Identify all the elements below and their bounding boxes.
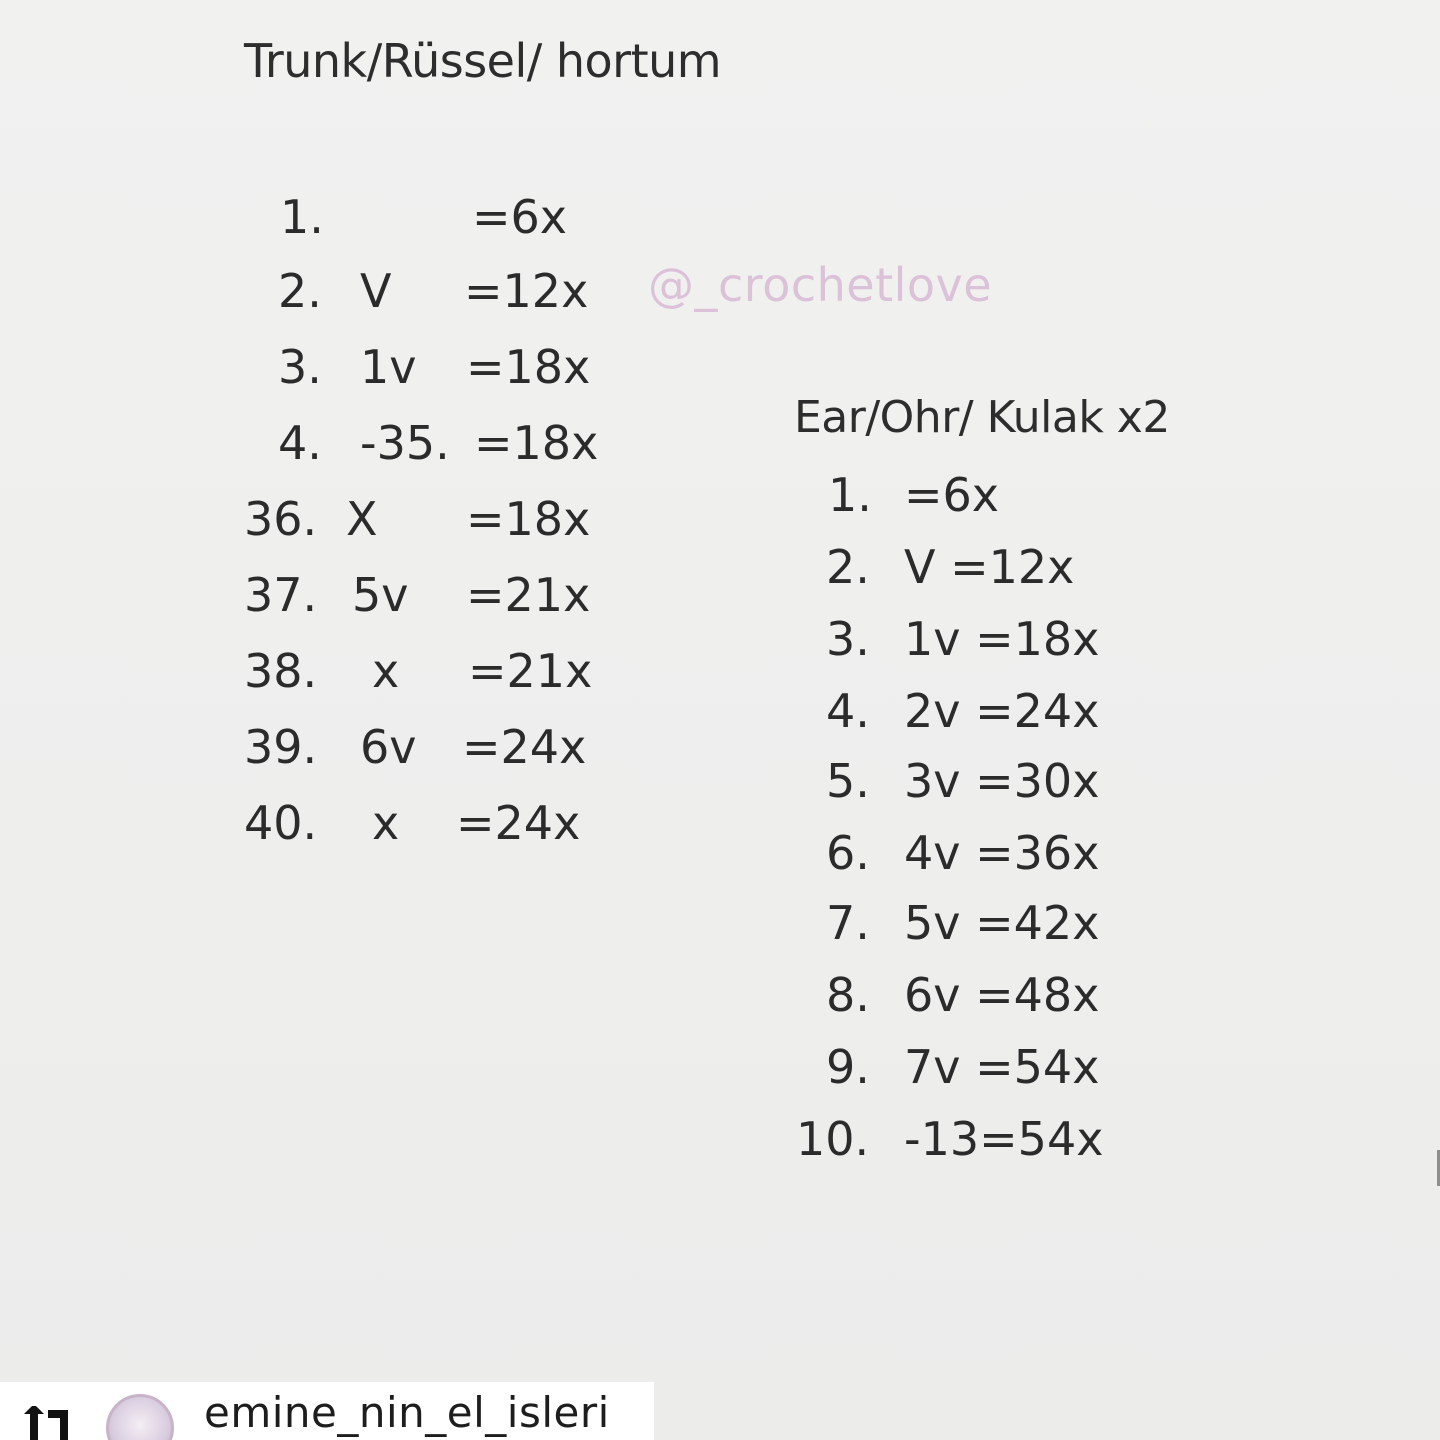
row-stitch: X bbox=[346, 492, 378, 546]
avatar[interactable] bbox=[106, 1394, 174, 1440]
row-stitch: -35. bbox=[360, 416, 450, 470]
row-number: 2. bbox=[278, 264, 322, 318]
row-text: 1v =18x bbox=[904, 612, 1100, 666]
watermark-handle: @_crochetlove bbox=[648, 258, 993, 312]
row-text: 6v =48x bbox=[904, 968, 1100, 1022]
row-count: =24x bbox=[462, 720, 587, 774]
trunk-title: Trunk/Rüssel/ hortum bbox=[244, 34, 722, 88]
row-number: 36. bbox=[244, 492, 318, 546]
row-count: =21x bbox=[466, 568, 591, 622]
row-number: 37. bbox=[244, 568, 318, 622]
row-number: 9. bbox=[826, 1040, 870, 1094]
row-stitch: x bbox=[372, 644, 400, 698]
row-stitch: x bbox=[372, 796, 400, 850]
row-text: V =12x bbox=[904, 540, 1075, 594]
row-text: 4v =36x bbox=[904, 826, 1100, 880]
row-number: 1. bbox=[828, 468, 872, 522]
row-count: =6x bbox=[472, 190, 568, 244]
row-count: =12x bbox=[464, 264, 589, 318]
row-number: 4. bbox=[826, 684, 870, 738]
row-number: 2. bbox=[826, 540, 870, 594]
row-count: =24x bbox=[456, 796, 581, 850]
row-number: 3. bbox=[826, 612, 870, 666]
ear-title: Ear/Ohr/ Kulak x2 bbox=[794, 392, 1170, 443]
row-number: 5. bbox=[826, 754, 870, 808]
row-number: 7. bbox=[826, 896, 870, 950]
repost-bar[interactable] bbox=[0, 1382, 654, 1440]
row-stitch: 1v bbox=[360, 340, 417, 394]
row-text: 7v =54x bbox=[904, 1040, 1100, 1094]
row-text: =6x bbox=[904, 468, 1000, 522]
row-count: =18x bbox=[466, 340, 591, 394]
row-number: 6. bbox=[826, 826, 870, 880]
row-stitch: V bbox=[360, 264, 392, 318]
row-stitch: 6v bbox=[360, 720, 417, 774]
row-number: 39. bbox=[244, 720, 318, 774]
row-text: 3v =30x bbox=[904, 754, 1100, 808]
row-number: 4. bbox=[278, 416, 322, 470]
row-number: 38. bbox=[244, 644, 318, 698]
row-text: -13=54x bbox=[904, 1112, 1104, 1166]
row-number: 3. bbox=[278, 340, 322, 394]
row-text: 2v =24x bbox=[904, 684, 1100, 738]
row-number: 40. bbox=[244, 796, 318, 850]
repost-icon[interactable] bbox=[22, 1406, 76, 1440]
row-number: 1. bbox=[280, 190, 324, 244]
row-number: 10. bbox=[796, 1112, 870, 1166]
row-count: =21x bbox=[468, 644, 593, 698]
row-text: 5v =42x bbox=[904, 896, 1100, 950]
row-count: =18x bbox=[474, 416, 599, 470]
row-count: =18x bbox=[466, 492, 591, 546]
repost-username[interactable]: emine_nin_el_isleri bbox=[204, 1388, 610, 1437]
row-stitch: 5v bbox=[352, 568, 409, 622]
row-number: 8. bbox=[826, 968, 870, 1022]
